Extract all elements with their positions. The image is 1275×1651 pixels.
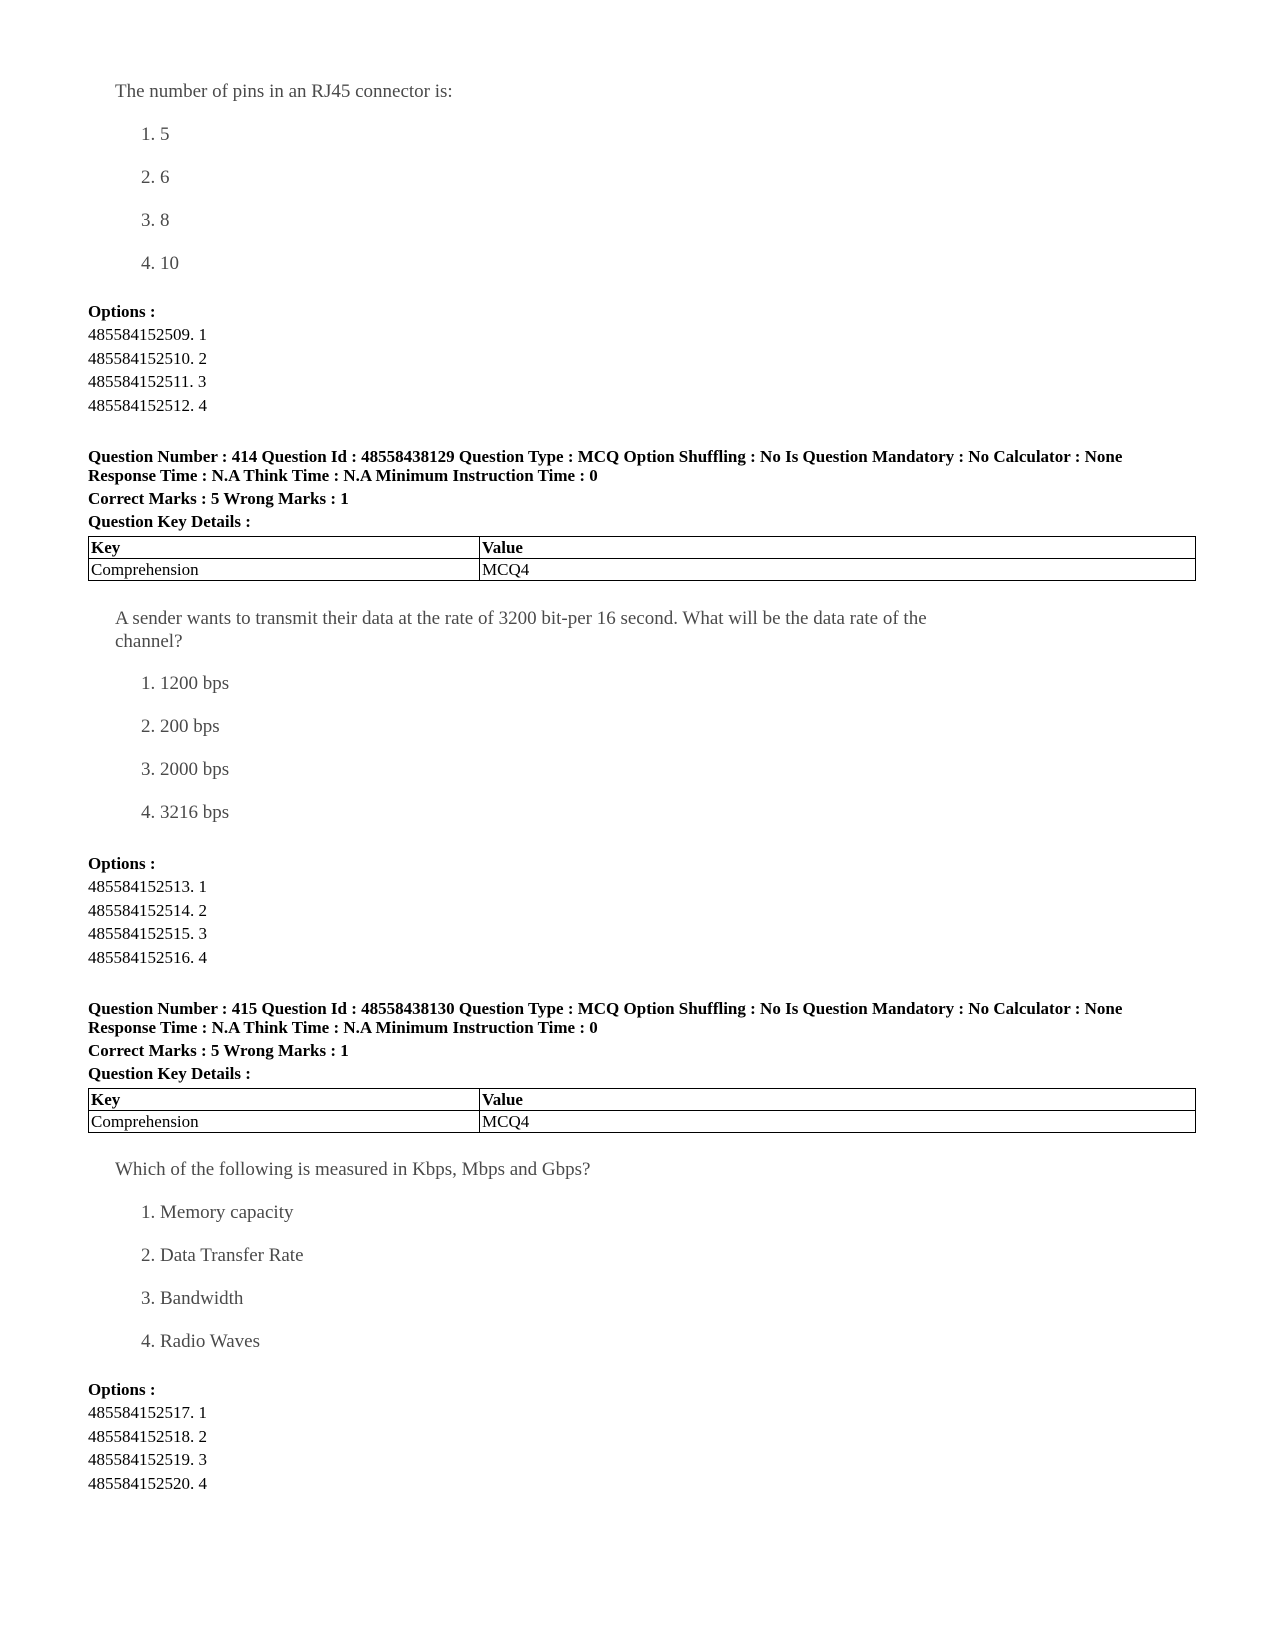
choice-3: 3. 8 [141, 210, 170, 231]
choice-1: 1. 5 [141, 124, 170, 145]
table-cell-key: Comprehension [89, 559, 480, 581]
options-label: Options : [88, 302, 156, 321]
option-id-1: 485584152509. 1 [88, 325, 207, 344]
table-header-key: Key [89, 537, 480, 559]
table-header-value: Value [480, 537, 1196, 559]
question-key-table [88, 536, 1196, 581]
option-id-3: 485584152519. 3 [88, 1450, 207, 1469]
choice-1: 1. 1200 bps [141, 673, 230, 694]
option-id-4: 485584152516. 4 [88, 947, 207, 967]
question-meta-line2: Response Time : N.A Think Time : N.A Minimum Instruction Time : 0 [88, 466, 598, 485]
question-meta-line1: Question Number : 415 Question Id : 48558438130 Question Type : MCQ Option Shuffling : No Is Question Mandatory : No Calculator : None [88, 999, 1123, 1018]
question-415-image [115, 1158, 591, 1352]
question-414-image [115, 607, 927, 823]
option-id-1: 485584152517. 1 [88, 1403, 207, 1422]
choice-2: 2. Data Transfer Rate [141, 1245, 304, 1266]
table-cell-key: Comprehension [89, 1111, 480, 1133]
option-id-1: 485584152513. 1 [88, 877, 207, 896]
option-id-2: 485584152514. 2 [88, 900, 207, 920]
question-413-image [115, 80, 453, 274]
table-header-key: Key [89, 1089, 480, 1111]
table-header-value: Value [480, 1089, 1196, 1111]
table-cell-value: MCQ4 [480, 1111, 1196, 1133]
choice-1: 1. Memory capacity [141, 1202, 294, 1223]
choice-4: 4. 10 [141, 253, 179, 274]
question-marks: Correct Marks : 5 Wrong Marks : 1 [88, 489, 349, 508]
choice-3: 3. 2000 bps [141, 759, 230, 780]
options-block-415 [88, 1378, 207, 1495]
choice-2: 2. 200 bps [141, 716, 220, 737]
question-meta-line2: Response Time : N.A Think Time : N.A Minimum Instruction Time : 0 [88, 1018, 598, 1037]
question-stem-line2: channel? [115, 631, 183, 652]
question-stem-line1: A sender wants to transmit their data at the rate of 3200 bit-per 16 second. What will be the data rate of the [115, 608, 927, 629]
question-key-details-label: Question Key Details : [88, 1064, 251, 1083]
question-key-details-label: Question Key Details : [88, 512, 251, 531]
options-block-413 [88, 300, 207, 417]
option-id-2: 485584152518. 2 [88, 1426, 207, 1446]
choice-3: 3. Bandwidth [141, 1288, 244, 1309]
table-header-row [89, 537, 1196, 559]
options-block-414 [88, 852, 207, 969]
question-stem: The number of pins in an RJ45 connector is: [115, 81, 453, 102]
options-label: Options : [88, 854, 156, 873]
option-id-4: 485584152520. 4 [88, 1473, 207, 1493]
choice-4: 4. 3216 bps [141, 802, 230, 823]
choice-4: 4. Radio Waves [141, 1331, 260, 1352]
option-id-4: 485584152512. 4 [88, 395, 207, 415]
table-cell-value: MCQ4 [480, 559, 1196, 581]
table-row [89, 559, 1196, 581]
question-key-table [88, 1088, 1196, 1133]
question-stem: Which of the following is measured in Kbps, Mbps and Gbps? [115, 1159, 591, 1180]
choice-2: 2. 6 [141, 167, 170, 188]
option-id-2: 485584152510. 2 [88, 348, 207, 368]
option-id-3: 485584152515. 3 [88, 924, 207, 943]
question-marks: Correct Marks : 5 Wrong Marks : 1 [88, 1041, 349, 1060]
table-header-row [89, 1089, 1196, 1111]
option-id-3: 485584152511. 3 [88, 372, 207, 391]
table-row [89, 1111, 1196, 1133]
options-label: Options : [88, 1380, 156, 1399]
question-meta-line1: Question Number : 414 Question Id : 48558438129 Question Type : MCQ Option Shuffling : No Is Question Mandatory : No Calculator : None [88, 447, 1123, 466]
